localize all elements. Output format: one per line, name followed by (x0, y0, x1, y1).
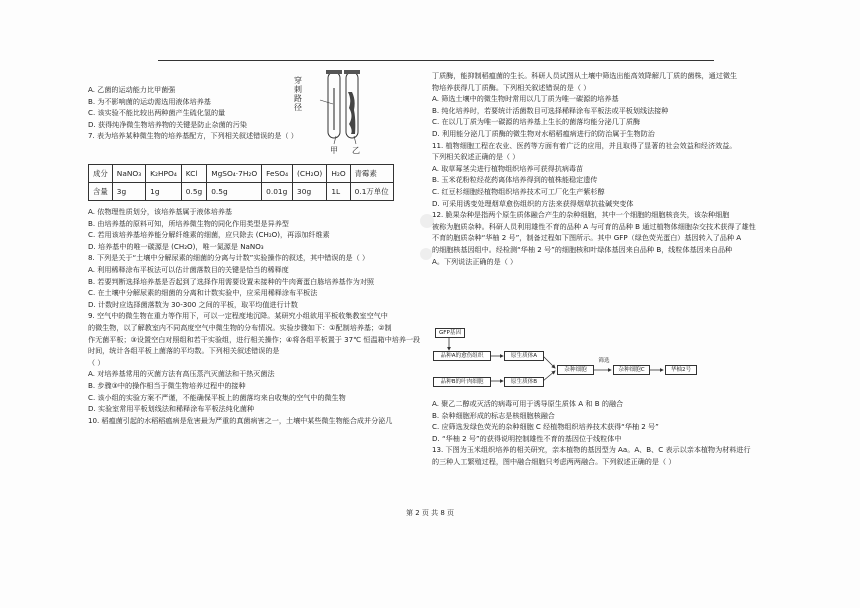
table-cell: 30g (293, 183, 327, 201)
header-rule (158, 60, 714, 61)
text-line: C. 该实验不能比较出两种菌产生硫化氢的量 (88, 108, 226, 118)
question-10-stem: 10. 稻瘟菌引起的水稻稻瘟病是危害最为严重的真菌病害之一，土壤中某些微生物能合成并分泌几 (88, 415, 393, 425)
text-line: B. 由培养基的原料可知，所培养微生物的同化作用类型是异养型 (88, 218, 289, 228)
question-13-stem: 13. 下图为玉米组织培养的相关研究，亲本植物的基因型为 Aa。A、B、C 表示以亲本植物为材料进行 (432, 445, 751, 455)
text-line: 作无菌平板；③设置空白对照组和若干实验组，进行相关操作；④将各组平板置于 37℃ 恒温箱中培养一段时间，统计各组平板上菌落的平均数。下列相关叙述错误的是 (88, 334, 421, 356)
screening-label: 筛选 (598, 358, 610, 364)
text-line: D. 可采用诱变处理烟草愈伤组织的方法来获得烟草抗盐碱突变体 (432, 198, 634, 208)
text-line: D. 实验室常用平板划线法和稀释涂布平板法纯化菌种 (88, 404, 255, 414)
table-cell: 0.5g (181, 183, 206, 201)
variety-a-callus-box: 品种A的愈伤组织 (433, 351, 491, 361)
text-line: 下列相关叙述正确的是（ ） (432, 152, 520, 162)
text-line: 物培养获得几丁质酶。下列相关叙述错误的是（ ） (432, 82, 591, 92)
table-cell: 0.01g (262, 183, 293, 201)
scan-smudge (420, 214, 434, 228)
text-line: B. 步骤③中的操作相当于微生物培养过程中的接种 (88, 380, 246, 390)
table-cell: MgSO₄·7H₂O (207, 165, 262, 183)
text-line: A. 筛选土壤中的微生物时常用以几丁质为唯一碳源的培养基 (432, 94, 619, 104)
text-line: D. “华柚 2 号”的获得说明控制雄性不育的基因位于线粒体中 (432, 433, 622, 443)
table-cell: 青霉素 (350, 165, 393, 183)
tube-b-label: 乙 (352, 146, 360, 155)
tube-a-label: 甲 (330, 146, 338, 155)
table-cell: (CH₂O) (293, 165, 327, 183)
table-cell: NaNO₃ (112, 165, 145, 183)
text-line: 的三种人工繁殖过程，图中融合细胞只考虑两两融合。下列叙述正确的是（ ） (432, 456, 676, 466)
gfp-gene-box: GFP基因 (435, 328, 465, 338)
text-line: A。下列说法正确的是（ ） (432, 256, 518, 266)
medium-recipe-table (88, 164, 394, 201)
table-cell: FeSO₄ (262, 165, 293, 183)
text-line: A. 乙菌的运动能力比甲菌强 (88, 85, 176, 94)
table-row (89, 183, 394, 201)
question-12-stem: 12. 脆果杂种是指两个原生质体融合产生的杂种细胞，其中一个细胞的细胞核丧失，该杂种细胞 (432, 210, 730, 220)
table-cell: 1L (327, 183, 350, 201)
text-line: 丁质酶，能抑制稻瘟菌的生长。科研人员试图从土壤中筛选出能高效降解几丁质的菌株，通过微生 (432, 71, 738, 80)
hybrid-cell-c-box: 杂种细胞C (613, 365, 650, 375)
fusion-flow-diagram (433, 323, 753, 389)
table-cell: 成分 (89, 165, 113, 183)
protoplast-b-box: 原生质体B (504, 377, 544, 387)
hybrid-cell-box: 杂种细胞 (557, 365, 594, 375)
text-line: 不育的胞质杂种“华柚 2 号”，制备过程如下图所示。其中 GFP（绿色荧光蛋白）基因转入了品种 A (432, 233, 742, 243)
question-11-stem: 11. 植物细胞工程在农业、医药等方面有着广泛的应用，并且取得了显著的社会效益和经济效益。 (432, 140, 737, 150)
text-line: B. 杂种细胞形成的标志是核细胞核融合 (432, 410, 555, 420)
text-line: C. 若用该培养基培养能分解纤维素的细菌，应只除去 (CH₂O)，再添加纤维素 (88, 230, 330, 240)
page-footer: 第 2 页 共 8 页 (405, 509, 455, 517)
right-column (432, 70, 777, 267)
text-line: D. 获得纯净微生物培养物的关键是防止杂菌的污染 (88, 119, 247, 129)
left-column (88, 84, 423, 142)
huayou-2-box: 华柚2号 (665, 365, 697, 375)
table-row (89, 165, 394, 183)
text-line: 的细胞核基因组中。经检测“华柚 2 号”的细胞核和叶绿体基因来自品种 B，线粒体基因来自品种 (432, 244, 733, 254)
text-line: B. 纯化培养时，若要统计活菌数目可选择稀释涂布平板法或平板划线法接种 (432, 105, 669, 115)
text-line: C. 该小组的实验方案不严谨，不能确保平板上的菌落均来自收集的空气中的微生物 (88, 392, 346, 402)
table-cell: H₂O (327, 165, 350, 183)
text-line: D. 利用能分泌几丁质酶的微生物对水稻稻瘟病进行的防治属于生物防治 (432, 128, 655, 138)
text-line: A. 聚乙二醇或灭活的病毒可用于诱导原生质体 A 和 B 的融合 (432, 399, 624, 408)
scan-smudge (420, 248, 432, 260)
table-cell: 3g (112, 183, 145, 201)
text-line: A. 取草莓茎尖进行植物组织培养可获得抗病毒苗 (432, 163, 584, 173)
text-line: C. 在土壤中分解尿素的细菌的分离和计数实验中，应采用稀释涂布平板法 (88, 288, 318, 298)
table-cell: K₂HPO₄ (146, 165, 182, 183)
text-line: B. 若要判断选择培养基是否起到了选择作用需要设置未接种的牛肉膏蛋白胨培养基作为对照 (88, 276, 375, 286)
variety-b-mesophyll-box: 品种B的叶肉细胞 (433, 377, 491, 387)
text-line: B. 玉米花粉粒经花药离体培养得到的植株能稳定遗传 (432, 175, 598, 185)
text-line: A. 对培养基常用的灭菌方法有高压蒸汽灭菌法和干热灭菌法 (88, 369, 275, 379)
test-tube-figure (290, 70, 365, 160)
puncture-path-label: 穿刺路径 (294, 76, 302, 112)
text-line: A. 利用稀释涂布平板法可以估计菌落数目的关键是恰当的稀释度 (88, 264, 289, 274)
right-column-continued (432, 398, 777, 468)
protoplast-a-box: 原生质体A (504, 351, 544, 361)
table-cell: 含量 (89, 183, 113, 201)
table-cell: 0.1万单位 (350, 183, 393, 201)
text-line: 的微生物，以了解教室内不同高度空气中微生物的分布情况。实验步骤如下：①配制培养基；②制 (88, 322, 392, 332)
text-line: A. 依物理性质划分，该培养基属于液体培养基 (88, 207, 233, 216)
question-9-stem: 9. 空气中的微生物在重力等作用下，可以一定程度地沉降。某研究小组欲用平板收集教室空气中 (88, 311, 388, 321)
text-line: C. 红豆杉细胞经植物组织培养技术可工厂化生产紫杉醇 (432, 186, 605, 196)
text-line: B. 为不影响菌的运动需选用液体培养基 (88, 96, 211, 106)
question-8-stem: 8. 下列是关于“土壤中分解尿素的细菌的分离与计数”实验操作的叙述，其中错误的是（ ） (88, 253, 370, 263)
table-cell: 0.5g (207, 183, 262, 201)
text-line: C. 应筛选发绿色荧光的杂种细胞 C 经植物组织培养技术获得“华柚 2 号” (432, 422, 659, 432)
question-7-stem: 7. 表为培养某种微生物的培养基配方，下列相关叙述错误的是（ ） (88, 131, 298, 141)
text-line: D. 培养基中的唯一碳源是 (CH₂O)，唯一氮源是 NaNO₃ (88, 241, 264, 251)
text-line: （ ） (88, 357, 105, 367)
table-cell: KCl (181, 165, 206, 183)
text-line: D. 计数时应选择菌落数为 30-300 之间的平板，取平均值进行计数 (88, 299, 298, 309)
text-line: C. 在以几丁质为唯一碳源的培养基上生长的菌落均能分泌几丁质酶 (432, 117, 641, 127)
text-line: 被称为胞质杂种。科研人员利用雄性不育的品种 A 与可育的品种 B 通过植物体细胞杂交技术获得了雄性 (432, 221, 756, 231)
table-cell: 1g (146, 183, 182, 201)
left-column-continued (88, 206, 423, 426)
